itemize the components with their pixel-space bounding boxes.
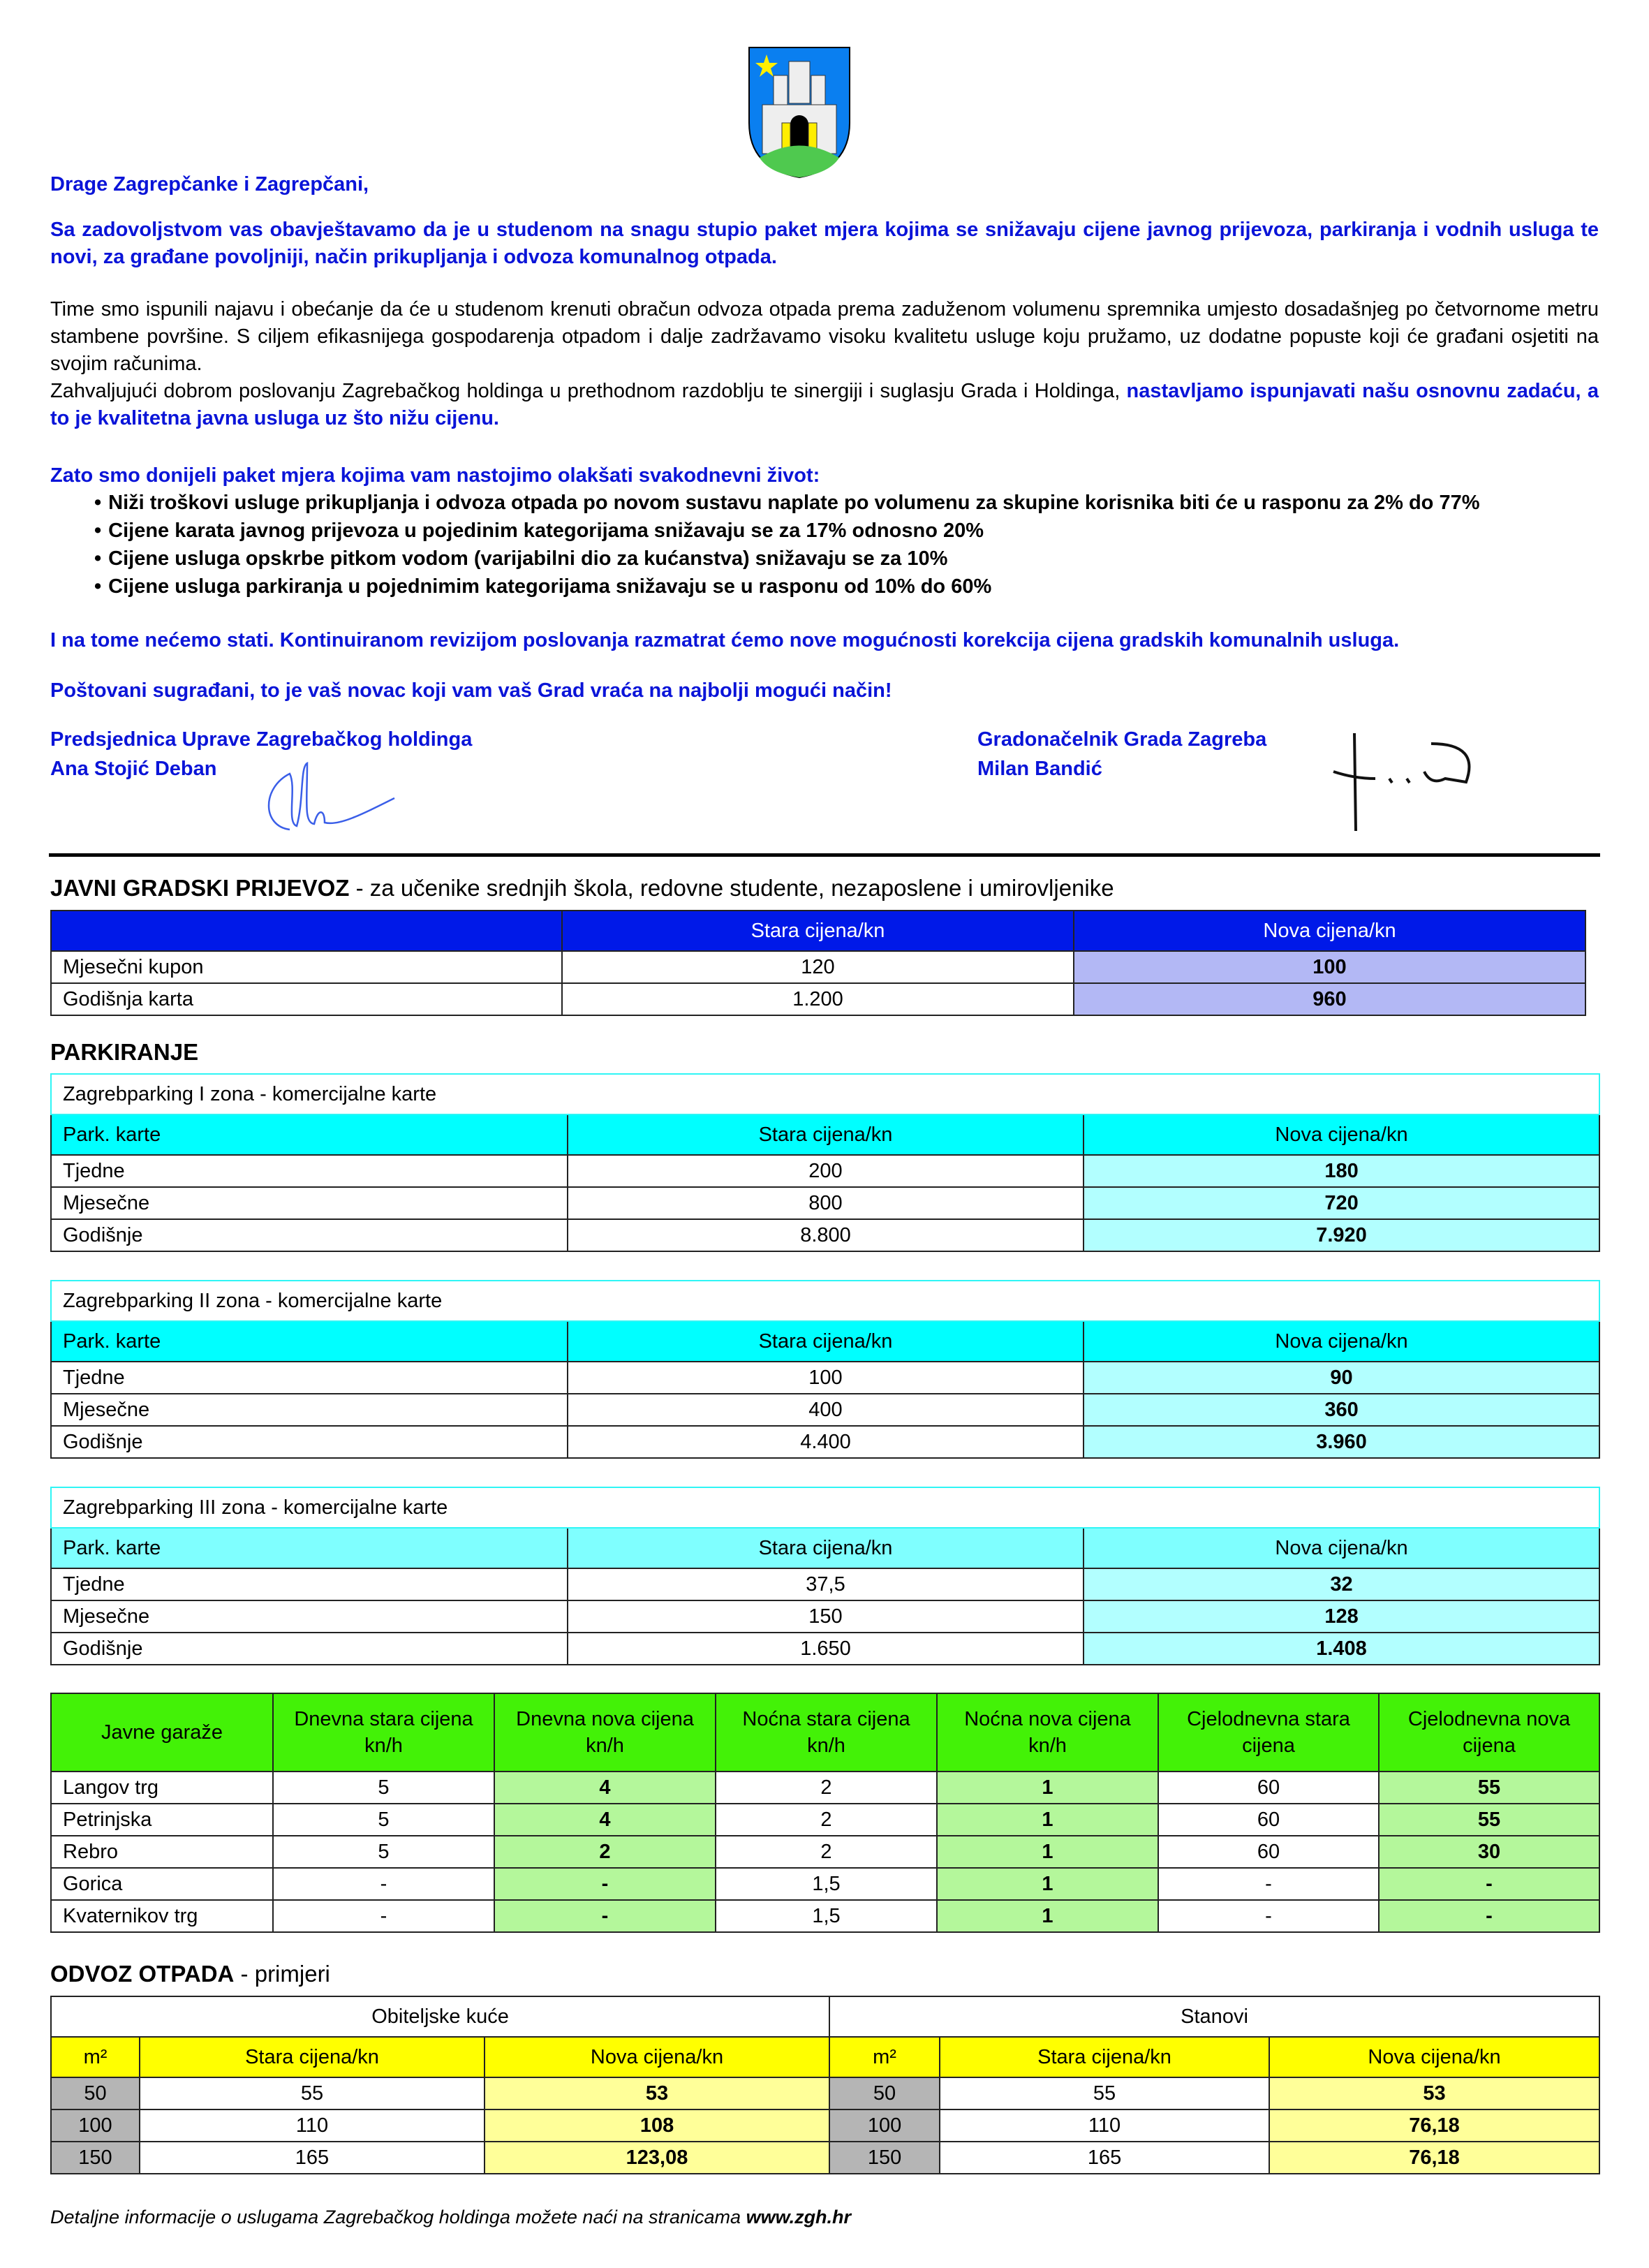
transport-table <box>50 910 1586 1016</box>
full-day-new-price: 55 <box>1379 1804 1599 1836</box>
new-price: 128 <box>1084 1600 1599 1633</box>
old-price: 100 <box>568 1362 1084 1394</box>
day-old-price: 5 <box>273 1836 494 1868</box>
new-price: 90 <box>1084 1362 1599 1394</box>
day-old-price: 5 <box>273 1804 494 1836</box>
garage-name: Rebro <box>51 1836 273 1868</box>
waste-title: ODVOZ OTPADA <box>50 1961 235 1987</box>
body-paragraph-2 <box>50 378 1599 432</box>
new-price: 123,08 <box>485 2142 829 2174</box>
table-header-row <box>51 911 1585 951</box>
transport-title: JAVNI GRADSKI PRIJEVOZ <box>50 875 350 901</box>
row-label: Mjesečne <box>51 1600 568 1633</box>
full-day-new-price: 55 <box>1379 1772 1599 1804</box>
table-row <box>51 1187 1599 1219</box>
table-row <box>51 1219 1599 1251</box>
garage-name: Kvaternikov trg <box>51 1900 273 1932</box>
old-price: 110 <box>140 2109 485 2142</box>
old-price: 200 <box>568 1155 1084 1187</box>
table-header-row <box>51 1693 1599 1772</box>
table-row <box>51 2109 1599 2142</box>
old-price: 165 <box>140 2142 485 2174</box>
table-row <box>51 1804 1599 1836</box>
row-label: Mjesečne <box>51 1187 568 1219</box>
continuation-text: I na tome nećemo stati. Kontinuiranom revizijom poslovanja razmatrat ćemo nove mogućnosti korekcija cijena gradskih komunalnih usluga. <box>50 629 1400 651</box>
day-new-price: - <box>494 1868 716 1900</box>
waste-subtitle: - primjeri <box>234 1961 330 1987</box>
table-row <box>51 1426 1599 1458</box>
group-title: Obiteljske kuće <box>51 1996 829 2037</box>
new-price: 7.920 <box>1084 1219 1599 1251</box>
body-paragraph-1: Time smo ispunili najavu i obećanje da će u studenom krenuti obračun odvoza otpada prema zaduženom volumenu spremnika umjesto dosadašnjeg po četvornome metru stambene površine. S ciljem efikasnijega gospodarenja otpadom i dalje zadržavamo visoku kvalitetu usluge koju pružamo, uz dodatne popuste koji će građani osjetiti na svojim računima. <box>50 298 1599 375</box>
garages-table <box>50 1693 1600 1933</box>
table-row <box>51 1155 1599 1187</box>
body-paragraph-2-text: Zahvaljujući dobrom poslovanju Zagrebačkog holdinga u prethodnom razdoblju te sinergiji i suglasju Grada i Holdinga, <box>50 380 1127 402</box>
full-day-new-price: 30 <box>1379 1836 1599 1868</box>
new-price: 32 <box>1084 1568 1599 1600</box>
footer-link[interactable]: www.zgh.hr <box>746 2207 852 2228</box>
column-header: Noćna nova cijena kn/h <box>937 1693 1158 1772</box>
signature-ana-stojic-deban-icon <box>248 760 401 840</box>
new-price: 76,18 <box>1269 2109 1599 2142</box>
night-old-price: 2 <box>716 1836 937 1868</box>
new-price: 1.408 <box>1084 1633 1599 1665</box>
night-new-price: 1 <box>937 1836 1158 1868</box>
table-header-row <box>51 1528 1599 1568</box>
table-header-row <box>51 1321 1599 1362</box>
new-price: 53 <box>485 2077 829 2109</box>
area-m2: 50 <box>51 2077 140 2109</box>
signature-milan-bandic-icon <box>1326 730 1522 838</box>
column-header: Cjelodnevna nova cijena <box>1379 1693 1599 1772</box>
measures-intro: Zato smo donijeli paket mjera kojima vam nastojimo olakšati svakodnevni život: <box>50 464 820 487</box>
new-price: 53 <box>1269 2077 1599 2109</box>
garage-name: Petrinjska <box>51 1804 273 1836</box>
table-row <box>51 1568 1599 1600</box>
column-header: Nova cijena/kn <box>1084 1528 1599 1568</box>
column-header: Cjelodnevna stara cijena <box>1158 1693 1379 1772</box>
group-title: Stanovi <box>829 1996 1599 2037</box>
day-new-price: 2 <box>494 1836 716 1868</box>
table-row <box>51 983 1585 1015</box>
old-price: 55 <box>140 2077 485 2109</box>
row-label: Mjesečne <box>51 1394 568 1426</box>
zone-title: Zagrebparking III zona - komercijalne karte <box>51 1487 1599 1528</box>
old-price: 800 <box>568 1187 1084 1219</box>
greeting: Drage Zagrepčanke i Zagrepčani, <box>50 173 369 196</box>
group-header-row <box>51 1996 1599 2037</box>
row-label: Mjesečni kupon <box>51 951 562 983</box>
old-price: 150 <box>568 1600 1084 1633</box>
column-header: m² <box>829 2037 940 2077</box>
column-header: Park. karte <box>51 1321 568 1362</box>
measure-item: • Niži troškovi usluge prikupljanja i odvoza otpada po novom sustavu naplate po volumenu za skupine korisnika biti će u rasponu za 2% do 77% <box>94 489 1595 517</box>
zone-title: Zagrebparking I zona - komercijalne karte <box>51 1074 1599 1114</box>
day-old-price: - <box>273 1868 494 1900</box>
garage-name: Gorica <box>51 1868 273 1900</box>
area-m2: 100 <box>829 2109 940 2142</box>
footer-text: Detaljne informacije o uslugama Zagrebačkog holdinga možete naći na stranicama <box>50 2207 746 2228</box>
table-row <box>51 1362 1599 1394</box>
full-day-old-price: - <box>1158 1868 1379 1900</box>
table-row <box>51 1836 1599 1868</box>
row-label: Tjedne <box>51 1568 568 1600</box>
full-day-old-price: - <box>1158 1900 1379 1932</box>
intro-paragraph: Sa zadovoljstvom vas obavještavamo da je u studenom na snagu stupio paket mjera kojima se snižavaju cijene javnog prijevoza, parkiranja i vodnih usluga te novi, za građane povoljniji, način prikupljanja i odvoza komunalnog otpada. <box>50 219 1599 268</box>
old-price: 1.200 <box>562 983 1074 1015</box>
table-row <box>51 2142 1599 2174</box>
old-price: 110 <box>940 2109 1269 2142</box>
garage-name: Langov trg <box>51 1772 273 1804</box>
day-new-price: - <box>494 1900 716 1932</box>
table-header-row <box>51 1114 1599 1155</box>
column-header: Stara cijena/kn <box>568 1321 1084 1362</box>
parking-zone-3-table <box>50 1487 1600 1665</box>
row-label: Godišnja karta <box>51 983 562 1015</box>
day-new-price: 4 <box>494 1772 716 1804</box>
table-header-row <box>51 2037 1599 2077</box>
night-new-price: 1 <box>937 1868 1158 1900</box>
body-paragraph-2-highlight: nastavljamo ispunjavati našu osnovnu zadaću, a to je kvalitetna javna usluga uz što nižu cijenu. <box>50 380 1599 429</box>
zagreb-coat-of-arms-icon <box>747 46 852 179</box>
column-header: Nova cijena/kn <box>1084 1114 1599 1155</box>
column-header: m² <box>51 2037 140 2077</box>
table-row <box>51 951 1585 983</box>
column-header: Noćna stara cijena kn/h <box>716 1693 937 1772</box>
night-old-price: 2 <box>716 1804 937 1836</box>
old-price: 120 <box>562 951 1074 983</box>
new-price: 108 <box>485 2109 829 2142</box>
new-price: 360 <box>1084 1394 1599 1426</box>
column-header: Park. karte <box>51 1528 568 1568</box>
column-header: Stara cijena/kn <box>140 2037 485 2077</box>
full-day-old-price: 60 <box>1158 1804 1379 1836</box>
column-header: Dnevna nova cijena kn/h <box>494 1693 716 1772</box>
column-header: Nova cijena/kn <box>485 2037 829 2077</box>
signatory-name-1: Ana Stojić Deban <box>50 758 217 780</box>
full-day-new-price: - <box>1379 1868 1599 1900</box>
column-header: Javne garaže <box>51 1693 273 1772</box>
day-old-price: - <box>273 1900 494 1932</box>
old-price: 165 <box>940 2142 1269 2174</box>
area-m2: 100 <box>51 2109 140 2142</box>
full-day-old-price: 60 <box>1158 1772 1379 1804</box>
full-day-new-price: - <box>1379 1900 1599 1932</box>
old-price: 55 <box>940 2077 1269 2109</box>
row-label: Godišnje <box>51 1633 568 1665</box>
row-label: Godišnje <box>51 1426 568 1458</box>
night-new-price: 1 <box>937 1772 1158 1804</box>
column-header: Stara cijena/kn <box>940 2037 1269 2077</box>
column-header: Nova cijena/kn <box>1269 2037 1599 2077</box>
night-new-price: 1 <box>937 1804 1158 1836</box>
column-header: Nova cijena/kn <box>1074 911 1585 951</box>
measure-item: • Cijene usluga parkiranja u pojednimim kategorijama snižavaju se u rasponu od 10% do 60% <box>94 573 1595 601</box>
row-label: Godišnje <box>51 1219 568 1251</box>
night-new-price: 1 <box>937 1900 1158 1932</box>
area-m2: 150 <box>829 2142 940 2174</box>
column-header: Stara cijena/kn <box>562 911 1074 951</box>
section-divider <box>49 853 1600 857</box>
waste-heading <box>50 1961 330 1987</box>
column-header <box>51 911 562 951</box>
full-day-old-price: 60 <box>1158 1836 1379 1868</box>
table-row <box>51 1772 1599 1804</box>
signatory-role-1: Predsjednica Uprave Zagrebačkog holdinga <box>50 728 473 751</box>
measures-list <box>94 489 1595 601</box>
table-row <box>51 1600 1599 1633</box>
table-row <box>51 1900 1599 1932</box>
transport-subtitle: - za učenike srednjih škola, redovne studente, nezaposlene i umirovljenike <box>349 875 1114 901</box>
parking-zone-2-table <box>50 1280 1600 1459</box>
closing-text: Poštovani sugrađani, to je vaš novac koji vam vaš Grad vraća na najbolji mogući način! <box>50 679 892 702</box>
area-m2: 150 <box>51 2142 140 2174</box>
night-old-price: 1,5 <box>716 1868 937 1900</box>
old-price: 37,5 <box>568 1568 1084 1600</box>
signatory-role-2: Gradonačelnik Grada Zagreba <box>977 728 1267 751</box>
measure-item: • Cijene karata javnog prijevoza u pojedinim kategorijama snižavaju se za 17% odnosno 20% <box>94 517 1595 545</box>
row-label: Tjedne <box>51 1155 568 1187</box>
old-price: 1.650 <box>568 1633 1084 1665</box>
old-price: 8.800 <box>568 1219 1084 1251</box>
transport-heading <box>50 875 1114 901</box>
old-price: 400 <box>568 1394 1084 1426</box>
day-new-price: 4 <box>494 1804 716 1836</box>
row-label: Tjedne <box>51 1362 568 1394</box>
day-old-price: 5 <box>273 1772 494 1804</box>
night-old-price: 1,5 <box>716 1900 937 1932</box>
table-row <box>51 1633 1599 1665</box>
new-price: 3.960 <box>1084 1426 1599 1458</box>
new-price: 100 <box>1074 951 1585 983</box>
new-price: 76,18 <box>1269 2142 1599 2174</box>
parking-heading: PARKIRANJE <box>50 1039 199 1065</box>
column-header: Stara cijena/kn <box>568 1114 1084 1155</box>
table-row <box>51 2077 1599 2109</box>
column-header: Nova cijena/kn <box>1084 1321 1599 1362</box>
measure-item: • Cijene usluga opskrbe pitkom vodom (varijabilni dio za kućanstva) snižavaju se za 10% <box>94 545 1595 573</box>
old-price: 4.400 <box>568 1426 1084 1458</box>
table-row <box>51 1394 1599 1426</box>
zone-title: Zagrebparking II zona - komercijalne karte <box>51 1281 1599 1321</box>
signatory-name-2: Milan Bandić <box>977 758 1102 780</box>
waste-table <box>50 1996 1600 2174</box>
night-old-price: 2 <box>716 1772 937 1804</box>
column-header: Dnevna stara cijena kn/h <box>273 1693 494 1772</box>
table-row <box>51 1868 1599 1900</box>
new-price: 720 <box>1084 1187 1599 1219</box>
new-price: 180 <box>1084 1155 1599 1187</box>
column-header: Park. karte <box>51 1114 568 1155</box>
column-header: Stara cijena/kn <box>568 1528 1084 1568</box>
new-price: 960 <box>1074 983 1585 1015</box>
parking-zone-1-table <box>50 1073 1600 1252</box>
footer-note <box>50 2207 851 2228</box>
area-m2: 50 <box>829 2077 940 2109</box>
